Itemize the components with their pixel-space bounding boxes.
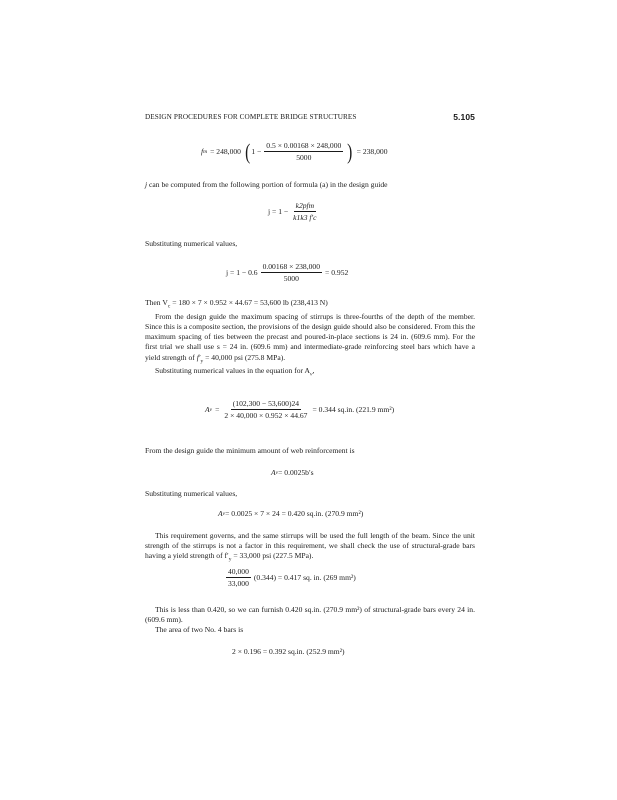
eq6-lhs: A — [218, 509, 223, 518]
eq5-lhs-sub: v — [275, 469, 279, 476]
para3-line1-lead: Then V — [145, 298, 168, 307]
para3-line1-sub: c — [167, 303, 171, 310]
para3-fy-rest: = 40,000 psi (275.8 MPa). — [203, 352, 286, 362]
eq3-fraction — [261, 262, 322, 283]
eq7-rest: (0.344) = 0.417 sq. in. (269 mm²) — [253, 573, 356, 582]
eq5-rhs: = 0.0025b′s — [278, 468, 314, 477]
equation-j-value — [226, 262, 348, 283]
paragraph-j-intro — [145, 180, 475, 190]
para3-line1-rest: = 180 × 7 × 0.952 × 44.67 = 53,600 lb (238,413 N) — [170, 298, 328, 307]
paragraph-less-than — [145, 605, 475, 636]
eq4-lhs-sub: v — [209, 406, 213, 413]
eq1-lhs-sub: m — [203, 148, 208, 155]
eq4-equals: = — [215, 405, 220, 414]
equation-av-value — [218, 509, 363, 518]
para6-text: This requirement governs, and the same stirrups will be used the full length of the beam. Since the unit strength of the stirrups is not a factor in this requirement, we shall check the use of structural-grade bars having a yield strength of f′ — [145, 531, 475, 561]
eq7-denominator: 33,000 — [228, 579, 249, 588]
eq1-open-paren: ( — [245, 138, 251, 164]
eq1-equals: = 248,000 — [210, 147, 241, 156]
para3-fy-sub: y — [200, 358, 204, 365]
paragraph-substituting-2: Substituting numerical values, — [145, 489, 238, 498]
eq1-inner-lead: 1 − — [251, 147, 262, 156]
eq3-denominator: 5000 — [283, 274, 299, 283]
paragraph-governs — [145, 531, 475, 565]
running-title: DESIGN PROCEDURES FOR COMPLETE BRIDGE STRUCTURES — [145, 113, 357, 121]
eq3-lhs: j = 1 − 0.6 — [226, 268, 258, 277]
equation-av-required — [205, 399, 394, 420]
para7-text: This is less than 0.420, so we can furnish 0.420 sq.in. (270.9 mm²) of structural-grade bars every 24 in. (609.6 mm). — [145, 605, 475, 625]
equation-two-bars: 2 × 0.196 = 0.392 sq.in. (252.9 mm²) — [232, 647, 345, 656]
eq2-numerator: k2pfm — [295, 201, 315, 210]
eq3-result: = 0.952 — [325, 268, 349, 277]
eq6-rhs: = 0.0025 × 7 × 24 = 0.420 sq.in. (270.9 mm²) — [225, 509, 364, 518]
para3-body-text: From the design guide the maximum spacing of stirrups is three-fourths of the depth of the member. Since this is a composite section, the provisions of the design guide should also be considered. From this the maximum spacing of ties between the precast and poured-in-place sections is 24 in. (609.6 mm). For the first trial we shall use s = 24 in. (609.6 mm) and intermediate-grade reinforcing steel bars which have a yield strength of — [145, 311, 475, 362]
para3-subst — [145, 366, 475, 380]
para3-line1 — [145, 298, 475, 312]
para6-rest: = 33,000 psi (227.5 MPa). — [231, 551, 314, 561]
para6-sub: y — [228, 556, 232, 563]
eq5-lhs: A — [271, 468, 276, 477]
eq4-result: = 0.344 sq.in. (221.9 mm²) — [312, 405, 395, 414]
eq6-lhs-sub: v — [222, 510, 226, 517]
para3-subst-sub: v — [310, 371, 313, 378]
running-header — [145, 113, 475, 121]
eq4-lhs: A — [205, 405, 210, 414]
para3-body — [145, 312, 475, 367]
para7-line2: The area of two No. 4 bars is — [155, 625, 244, 635]
para1-lead: j — [145, 180, 148, 189]
eq1-lhs: f — [201, 147, 204, 156]
eq2-denominator: k1k3 f′c — [293, 213, 317, 222]
page-number: 5.105 — [453, 112, 475, 122]
equation-ratio — [226, 567, 356, 588]
para1-text: can be computed from the following portion of formula (a) in the design guide — [147, 180, 388, 189]
eq1-result: = 238,000 — [356, 147, 388, 156]
paragraph-min-web: From the design guide the minimum amount of web reinforcement is — [145, 446, 355, 455]
eq1-fraction — [264, 141, 343, 162]
equation-fm — [201, 138, 388, 164]
eq4-denominator: 2 × 40,000 × 0.952 × 44.67 — [224, 411, 308, 420]
para3-subst-text: Substituting numerical values in the equation for A — [155, 366, 311, 376]
eq2-lhs: j = 1 − — [268, 207, 289, 216]
eq4-numerator: (102,300 − 53,600)24 — [232, 399, 300, 408]
eq7-fraction — [226, 567, 251, 588]
para3-subst-end: , — [312, 366, 315, 376]
eq3-numerator: 0.00168 × 238,000 — [262, 262, 321, 271]
para3-fy: f′ — [196, 352, 201, 362]
eq1-denominator: 5000 — [296, 153, 312, 162]
paragraph-vc-spacing — [145, 298, 475, 380]
equation-j-formula — [268, 201, 322, 222]
eq7-numerator: 40,000 — [228, 567, 249, 576]
equation-av-min — [271, 468, 314, 477]
paragraph-substituting-1: Substituting numerical values, — [145, 239, 238, 248]
eq1-numerator: 0.5 × 0.00168 × 248,000 — [266, 141, 342, 150]
eq2-fraction — [291, 201, 318, 222]
eq4-fraction — [222, 399, 309, 420]
eq1-close-paren: ) — [347, 138, 353, 164]
